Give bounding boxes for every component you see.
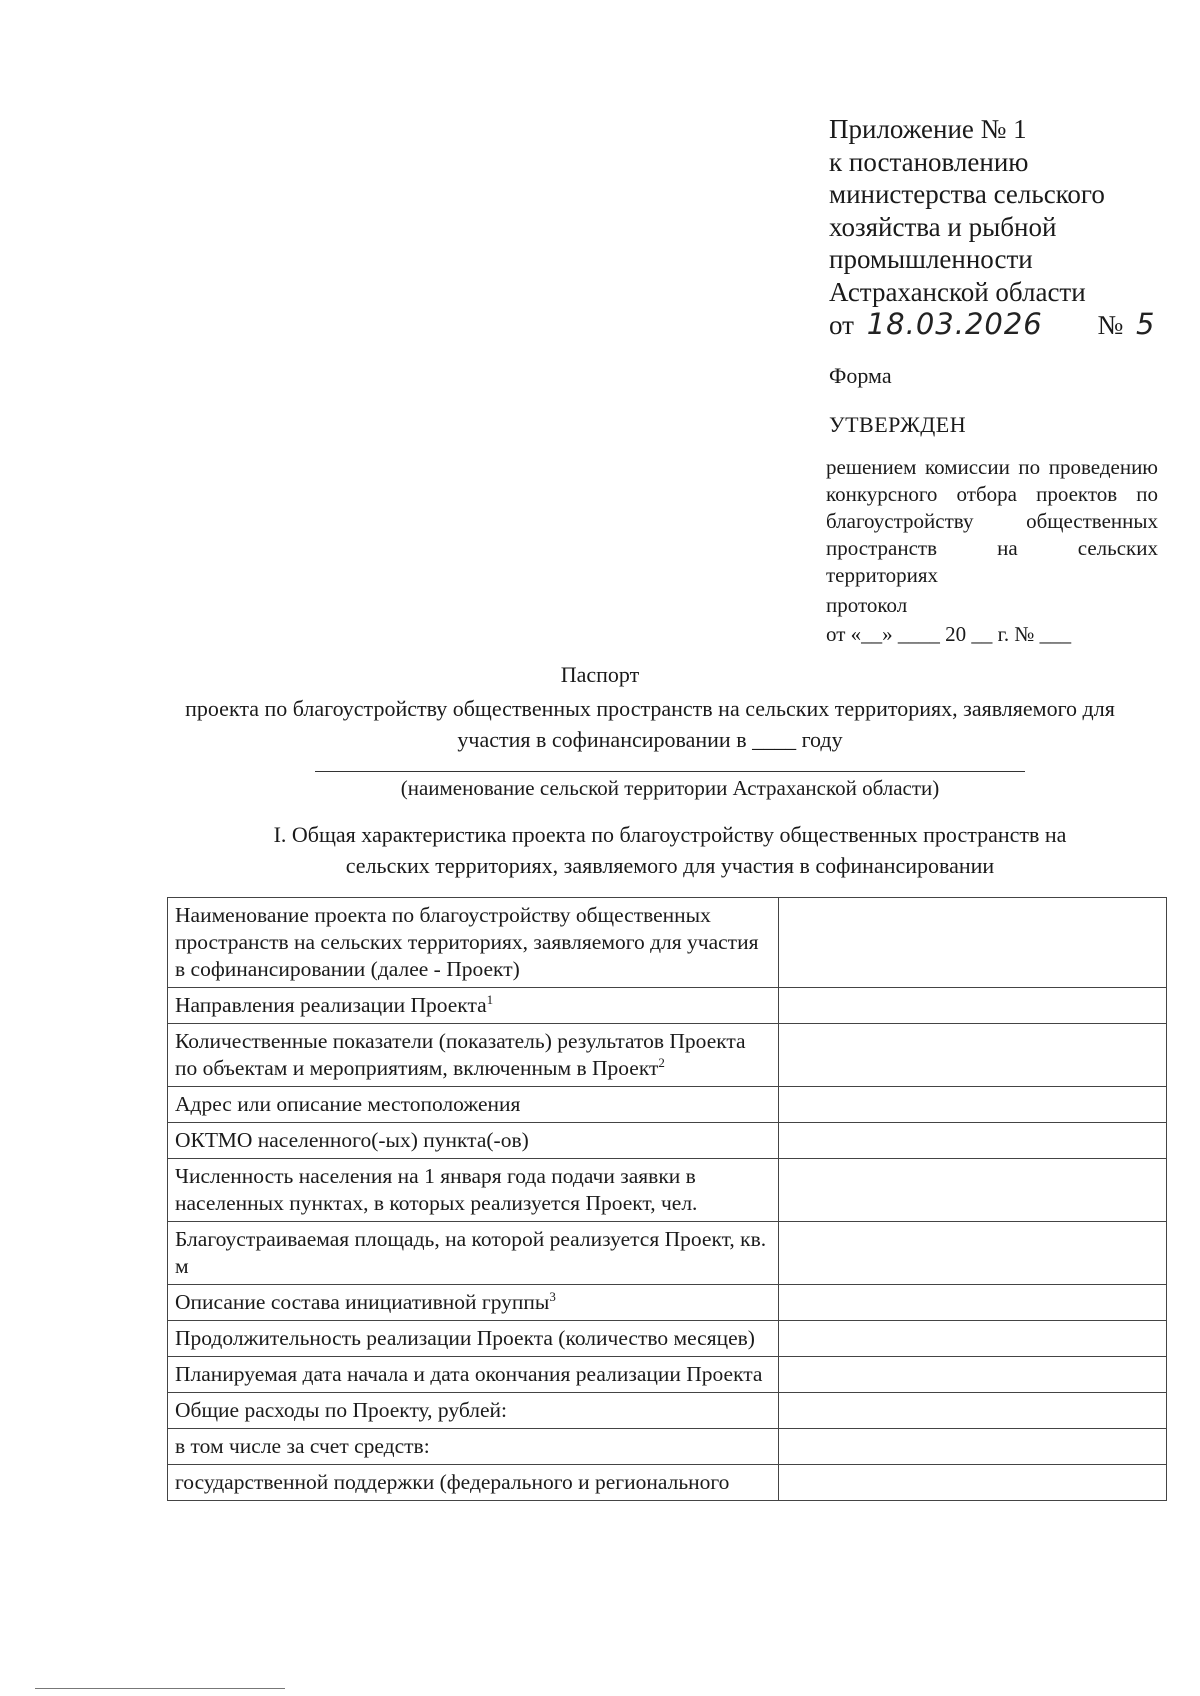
- territory-name-caption: (наименование сельской территории Астраханской области): [400, 776, 940, 800]
- table-row: [168, 1123, 1167, 1159]
- table-row: [168, 1393, 1167, 1429]
- row-value-cell[interactable]: [778, 1159, 1166, 1222]
- row-label-text: Количественные показатели (показатель) результатов Проекта по объектам и мероприятиям, включенным в Проект: [175, 1029, 746, 1080]
- table-row: [168, 1465, 1167, 1501]
- appendix-line: Приложение № 1: [829, 114, 1027, 144]
- row-value-cell[interactable]: [778, 1393, 1166, 1429]
- footnote-mark: 2: [658, 1054, 665, 1070]
- section-title: I. Общая характеристика проекта по благоустройству общественных пространств на сельских территориях, заявляемого для участия в софинансировании: [273, 822, 1067, 878]
- row-label-text: Продолжительность реализации Проекта (количество месяцев): [175, 1326, 755, 1350]
- row-label: [168, 988, 779, 1024]
- row-label: [168, 1321, 779, 1357]
- row-label: [168, 1357, 779, 1393]
- row-label-text: Благоустраиваемая площадь, на которой реализуется Проект, кв. м: [175, 1227, 767, 1278]
- appendix-line: министерства сельского: [829, 179, 1105, 209]
- row-label: [168, 1285, 779, 1321]
- row-label-text: Численность населения на 1 января года подачи заявки в населенных пунктах, в которых реализуется Проект, чел.: [175, 1164, 698, 1215]
- row-label-text: Адрес или описание местоположения: [175, 1092, 521, 1116]
- row-value-cell[interactable]: [778, 1222, 1166, 1285]
- row-label: [168, 898, 779, 988]
- project-characteristics-table: [167, 897, 1167, 1501]
- row-label-text: Общие расходы по Проекту, рублей:: [175, 1398, 507, 1422]
- row-value-cell[interactable]: [778, 1285, 1166, 1321]
- table-row: [168, 988, 1167, 1024]
- table-row: [168, 1285, 1167, 1321]
- row-label-text: государственной поддержки (федерального и регионального: [175, 1470, 730, 1494]
- table-row: [168, 1357, 1167, 1393]
- appendix-line: к постановлению: [829, 146, 1029, 177]
- row-label-text: Направления реализации Проекта: [175, 993, 487, 1017]
- form-label: Форма: [829, 363, 892, 388]
- appendix-header: [829, 113, 1169, 342]
- row-label: [168, 1429, 779, 1465]
- row-label-text: ОКТМО населенного(-ых) пункта(-ов): [175, 1128, 529, 1152]
- date-prefix: от: [829, 310, 854, 340]
- table-row: [168, 1159, 1167, 1222]
- row-value-cell[interactable]: [778, 1465, 1166, 1501]
- row-label: [168, 1123, 779, 1159]
- row-label-text: Описание состава инициативной группы: [175, 1290, 550, 1314]
- row-value-cell[interactable]: [778, 988, 1166, 1024]
- row-value-cell[interactable]: [778, 1429, 1166, 1465]
- row-value-cell[interactable]: [778, 1123, 1166, 1159]
- passport-subtitle: проекта по благоустройству общественных пространств на сельских территориях, заявляемого для участия в софинансировании в ____ году: [185, 696, 1115, 752]
- row-label: [168, 1222, 779, 1285]
- row-label: [168, 1465, 779, 1501]
- table-row: [168, 1087, 1167, 1123]
- handwritten-number: 5: [1136, 307, 1156, 341]
- row-label-text: Наименование проекта по благоустройству общественных пространств на сельских территориях, заявляемого для участия в софинансировании (далее - Проект): [175, 903, 759, 981]
- row-value-cell[interactable]: [778, 1357, 1166, 1393]
- row-label: [168, 1024, 779, 1087]
- table-row: [168, 898, 1167, 988]
- appendix-line: промышленности: [829, 244, 1033, 274]
- table-row: [168, 1222, 1167, 1285]
- table-row: [168, 1321, 1167, 1357]
- number-prefix: №: [1097, 310, 1124, 340]
- row-label: [168, 1159, 779, 1222]
- table-row: [168, 1024, 1167, 1087]
- handwritten-date: 18.03.2026: [866, 307, 1043, 341]
- protocol-label: протокол: [826, 593, 908, 617]
- row-label-text: Планируемая дата начала и дата окончания реализации Проекта: [175, 1362, 763, 1386]
- approval-decision-text: решением комиссии по проведению конкурсного отбора проектов по благоустройству общественных пространств на сельских территориях: [826, 455, 1158, 587]
- footnote-mark: 1: [486, 991, 494, 1007]
- appendix-line: хозяйства и рыбной: [829, 211, 1057, 242]
- approved-title: УТВЕРЖДЕН: [829, 412, 967, 437]
- appendix-line: Астраханской области: [829, 276, 1086, 307]
- row-value-cell[interactable]: [778, 1087, 1166, 1123]
- appendix-date-line: [829, 308, 1169, 342]
- row-value-cell[interactable]: [778, 898, 1166, 988]
- row-value-cell[interactable]: [778, 1321, 1166, 1357]
- passport-title: Паспорт: [560, 662, 640, 687]
- row-label: [168, 1393, 779, 1429]
- row-label-text: в том числе за счет средств:: [175, 1434, 430, 1458]
- row-value-cell[interactable]: [778, 1024, 1166, 1087]
- row-label: [168, 1087, 779, 1123]
- footnote-divider: [35, 1688, 285, 1689]
- table-row: [168, 1429, 1167, 1465]
- territory-name-line: [315, 771, 1025, 772]
- protocol-date: от «__» ____ 20 __ г. № ___: [826, 622, 1072, 646]
- footnote-mark: 3: [549, 1288, 556, 1304]
